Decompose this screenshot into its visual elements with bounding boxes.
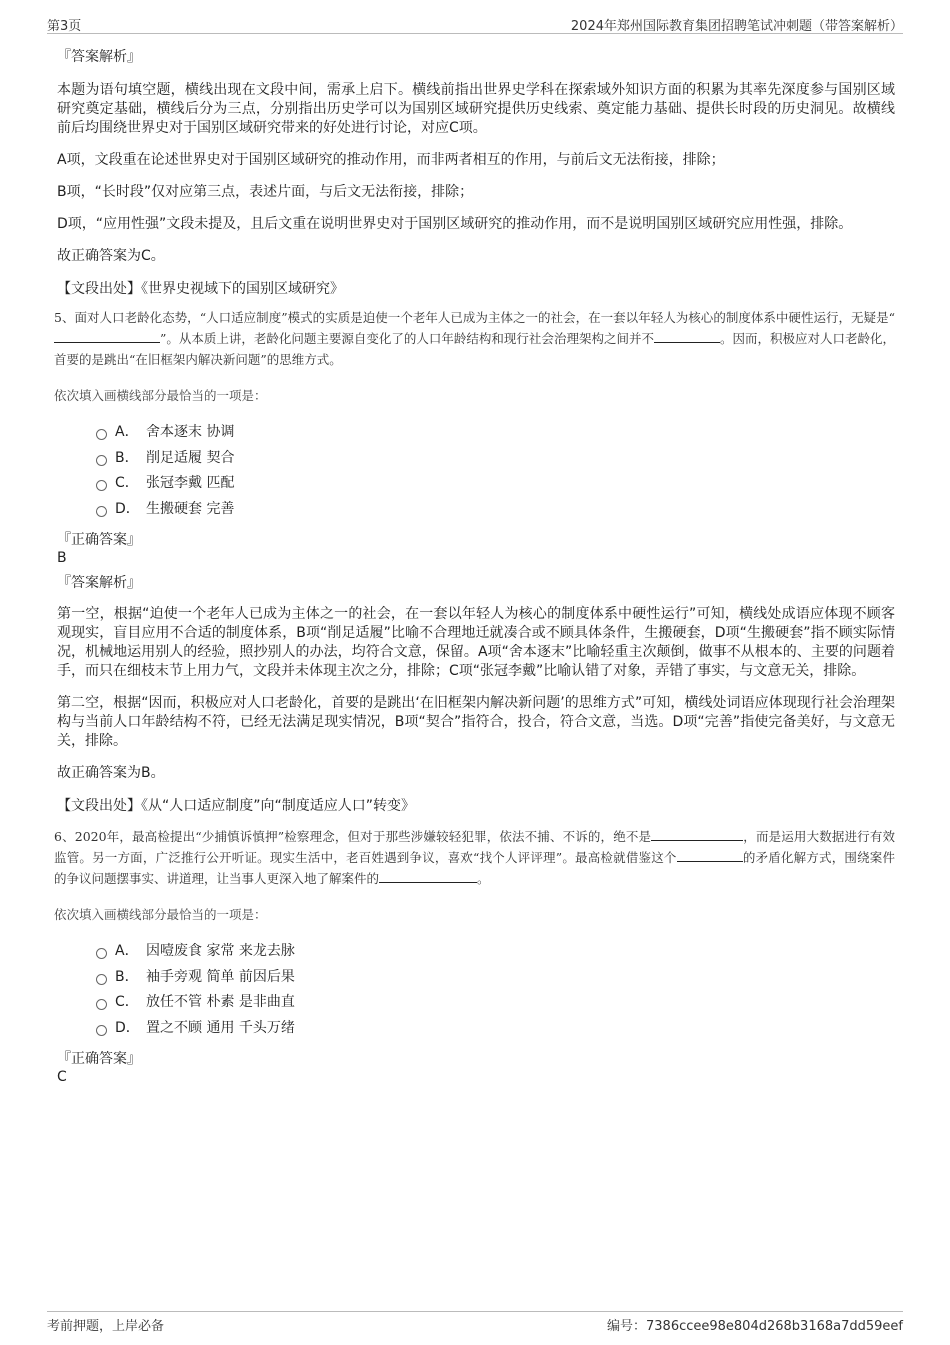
q5-source: 【文段出处】《从“人口适应制度”向“制度适应人口”转变》	[57, 798, 416, 814]
radio-icon[interactable]	[96, 480, 107, 491]
option-letter: B．	[115, 968, 139, 985]
q6-prompt: 依次填入画横线部分最恰当的一项是：	[54, 907, 267, 922]
q6-blank-3	[379, 869, 477, 883]
q6-blank-2	[677, 848, 743, 862]
option-text: 因噎废食 家常 来龙去脉	[146, 943, 295, 959]
q5-answer: B	[57, 550, 67, 566]
q6-answer-label: 『正确答案』	[57, 1051, 141, 1067]
q6-option-a[interactable]	[96, 939, 895, 965]
radio-icon[interactable]	[96, 948, 107, 959]
option-text: 生搬硬套 完善	[146, 500, 235, 517]
q5-analysis-p2: 第二空，根据“因而，积极应对人口老龄化，首要的是跳出‘在旧框架内解决新问题’的思维方式”可知，横线处词语应体现现行社会治理架构与当前人口年龄结构不符，已经无法满足现实情况，B项“契合”指符合，投合，符合文意，当选。D项“完善”指使完备美好，与文意无关，排除。	[57, 695, 895, 749]
q6-options	[96, 939, 895, 1041]
option-text: 削足适履 契合	[146, 449, 235, 466]
option-text: 置之不顾 通用 千头万绪	[146, 1019, 295, 1036]
option-text: 张冠李戴 匹配	[146, 475, 235, 491]
option-letter: D．	[115, 1019, 140, 1036]
q5-option-a[interactable]	[96, 420, 895, 446]
q4-analysis-p2: A项，文段重在论述世界史对于国别区域研究的推动作用，而非两者相互的作用，与前后文无法衔接，排除；	[57, 152, 725, 168]
q5-option-d[interactable]	[96, 497, 895, 523]
q5-analysis-label: 『答案解析』	[57, 575, 141, 591]
q5-stem-part1: 5、面对人口老龄化态势，“人口适应制度”模式的实质是迫使一个老年人已成为主体之一的社会，在一套以年轻人为核心的制度体系中硬性运行，无疑是“	[54, 310, 895, 325]
page-header	[47, 13, 903, 34]
q6-blank-1	[651, 827, 743, 841]
document-body	[54, 47, 895, 1092]
q6-stem-part2: ，而是运用大数据进行有效监管。另一方面，广泛推行公开听证。现实生活中，老百姓遇到争议，喜欢“找个人评评理”。最高检就借鉴这个	[54, 829, 895, 865]
q5-stem	[54, 307, 895, 370]
document-title: 2024年郑州国际教育集团招聘笔试冲刺题（带答案解析）	[570, 19, 903, 34]
radio-icon[interactable]	[96, 506, 107, 517]
q5-analysis-p1: 第一空，根据“迫使一个老年人已成为主体之一的社会，在一套以年轻人为核心的制度体系中硬性运行”可知，横线处成语应体现不顾客观现实，盲目应用不合适的制度体系，B项“削足适履”比喻不合理地迁就凑合或不顾具体条件，生搬硬套，D项“生搬硬套”指不顾实际情况，机械地运用别人的经验，照抄别人的办法，均符合文意，保留。A项“舍本逐末”比喻轻重主次颠倒，做事不从根本的、主要的问题着手，而只在细枝末节上用力气，文段并未体现主次之分，排除；C项“张冠李戴”比喻认错了对象，弄错了事实，与文意无关，排除。	[57, 606, 895, 679]
q4-source: 【文段出处】《世界史视域下的国别区域研究》	[57, 281, 344, 297]
option-text: 放任不管 朴素 是非曲直	[146, 994, 295, 1010]
option-letter: C．	[115, 994, 139, 1010]
radio-icon[interactable]	[96, 429, 107, 440]
q6-option-c[interactable]	[96, 990, 895, 1016]
radio-icon[interactable]	[96, 974, 107, 985]
q5-answer-label: 『正确答案』	[57, 532, 141, 548]
q5-stem-part3: 。因而，积极应对人口老龄化，首要的是跳出“在旧框架内解决新问题”的思维方式。	[54, 331, 895, 367]
q5-blank-2	[654, 329, 720, 343]
option-letter: D．	[115, 500, 140, 517]
radio-icon[interactable]	[96, 999, 107, 1010]
code-value: 7386ccee98e804d268b3168a7dd59eef	[646, 1319, 903, 1334]
q4-analysis-p1: 本题为语句填空题，横线出现在文段中间，需承上启下。横线前指出世界史学科在探索域外知识方面的积累为其率先深度参与国别区域研究奠定基础，横线后分为三点，分别指出历史学可以为国别区域研究提供历史线索、奠定能力基础、提供长时段的历史洞见。故横线前后均围绕世界史对于国别区域研究带来的好处进行讨论，对应C项。	[57, 82, 895, 136]
radio-icon[interactable]	[96, 1025, 107, 1036]
q5-options	[96, 420, 895, 522]
radio-icon[interactable]	[96, 455, 107, 466]
q4-analysis-p4: D项，“应用性强”文段未提及，且后文重在说明世界史对于国别区域研究的推动作用，而不是说明国别区域研究应用性强，排除。	[57, 216, 853, 232]
page-number: 第3页	[47, 19, 82, 34]
q5-blank-1	[54, 329, 160, 343]
page-footer	[47, 1311, 903, 1334]
q6-option-d[interactable]	[96, 1016, 895, 1042]
q5-conclusion: 故正确答案为B。	[57, 765, 165, 781]
option-text: 舍本逐末 协调	[146, 424, 235, 440]
option-letter: B．	[115, 449, 139, 466]
option-text: 袖手旁观 简单 前因后果	[146, 968, 295, 985]
document-code	[607, 1315, 903, 1334]
option-letter: C．	[115, 475, 139, 491]
q6-option-b[interactable]	[96, 965, 895, 991]
footer-slogan: 考前押题，上岸必备	[47, 1319, 165, 1334]
q6-stem-part1: 6、2020年，最高检提出“少捕慎诉慎押”检察理念，但对于那些涉嫌较轻犯罪，依法不捕、不诉的，绝不是	[54, 829, 652, 844]
q6-stem-part4: 。	[477, 871, 490, 886]
q6-stem	[54, 826, 895, 889]
q4-analysis-label: 『答案解析』	[57, 49, 141, 65]
code-label: 编号：	[606, 1319, 646, 1334]
option-letter: A．	[115, 424, 139, 440]
q6-stem-part3: 的矛盾化解方式，围绕案件的争议问题摆事实、讲道理，让当事人更深入地了解案件的	[54, 850, 895, 886]
option-letter: A．	[115, 943, 139, 959]
q5-stem-part2: ”。从本质上讲，老龄化问题主要源自变化了的人口年龄结构和现行社会治理架构之间并不	[160, 331, 654, 346]
q5-option-c[interactable]	[96, 471, 895, 497]
q5-prompt: 依次填入画横线部分最恰当的一项是：	[54, 388, 267, 403]
q6-answer: C	[57, 1069, 67, 1085]
q4-conclusion: 故正确答案为C。	[57, 248, 165, 264]
q4-analysis-p3: B项，“长时段”仅对应第三点，表述片面，与后文无法衔接，排除；	[57, 184, 474, 200]
q5-option-b[interactable]	[96, 446, 895, 472]
